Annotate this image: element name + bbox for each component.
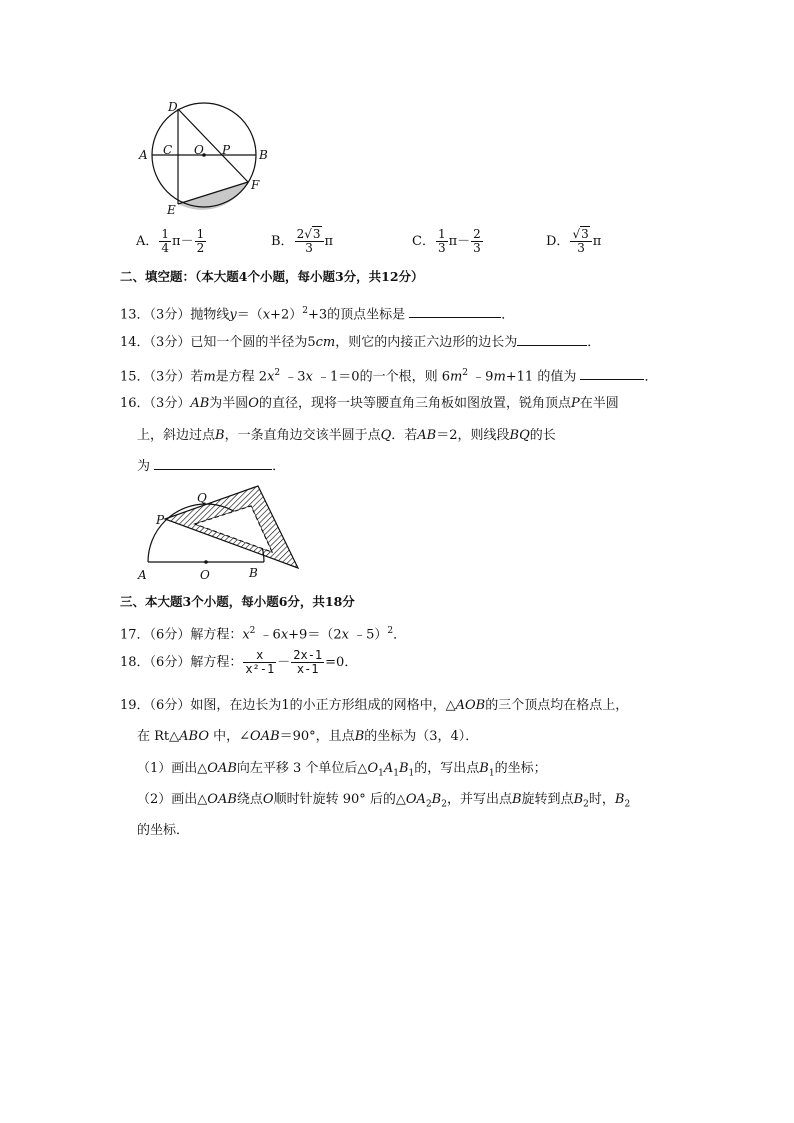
question-19-part-2-cont: 的坐标．: [137, 823, 190, 838]
label-b: B: [249, 566, 258, 580]
question-14: 14．（3分）已知一个圆的半径为5cm，则它的内接正六边形的边长为 ．: [120, 335, 601, 350]
answer-blank[interactable]: [517, 333, 587, 346]
question-19-line-1: 19．（6分）如图，在边长为1的小正方形组成的网格中，△AOB的三个顶点均在格点上，: [120, 698, 629, 713]
question-17: 17．（6分）解方程：$x^2$ ﹣6x+9＝（2x ﹣5）$^2$．: [120, 626, 407, 643]
answer-blank[interactable]: [580, 367, 644, 380]
answer-blank[interactable]: [409, 305, 501, 318]
semicircle-triangle-figure: [134, 484, 309, 584]
section-heading-solve: 三、本大题3个小题，每小题6分，共18分: [120, 594, 355, 609]
label-o: O: [200, 568, 210, 582]
circle-figure: [130, 96, 280, 221]
label-p: P: [222, 143, 231, 157]
label-d: D: [168, 100, 178, 114]
question-16-line-1: 16．（3分）AB为半圆O的直径，现将一块等腰直角三角板如图放置，锐角顶点P在半圆: [120, 396, 619, 411]
label-f: F: [251, 178, 260, 192]
chord-df: [178, 109, 248, 182]
label-a: A: [138, 568, 147, 582]
label-q: Q: [197, 491, 207, 505]
answer-blank[interactable]: [154, 457, 272, 470]
label-b: B: [259, 148, 268, 162]
label-p: P: [156, 513, 165, 527]
question-19-part-2: （2）画出△OAB绕点O顺时针旋转 90° 后的$\triangle OA_2B_2$，并写出点B旋转到点$B_2$时，$B_2$: [137, 792, 631, 810]
question-16-line-2: 上，斜边过点B，一条直角边交该半圆于点Q．若AB＝2，则线段BQ的长: [137, 428, 556, 443]
choice-c: C． $\frac{1}{3}$ π－ $\frac{2}{3}$: [412, 227, 481, 255]
center-dot: [204, 560, 208, 564]
question-19-line-2: 在 Rt△ABO 中，∠OAB＝90°，且点B的坐标为（3，4）．: [137, 729, 479, 744]
question-16-line-3: 为 ．: [137, 459, 286, 474]
choice-d: D． $\frac{√3}{3}$ π: [546, 227, 602, 255]
choice-a: A． $\frac{1}{4}$ π－ $\frac{1}{2}$: [136, 227, 205, 255]
question-18: 18．（6分）解方程： $\frac{x}{\text{x²-1}}$ － $\frac{2x-1}{x-1}$ =0．: [120, 648, 358, 676]
label-o: O: [194, 143, 204, 157]
question-15: 15．（3分）若m是方程 $2x^2$ ﹣3x ﹣1＝0的一个根，则 $6m^2$ ﹣9m+11 的值为 ．: [120, 368, 658, 385]
choice-b: B． $\frac{2√3}{3}$ π: [271, 227, 334, 255]
label-e: E: [167, 203, 176, 217]
label-a: A: [139, 148, 148, 162]
question-19-part-1: （1）画出△OAB向左平移 3 个单位后$\triangle O_1A_1B_1$的，写出点$B_1$的坐标；: [137, 761, 547, 779]
question-13: 13．（3分）抛物线$y=(x+2)^2+3$的顶点坐标是 ．: [120, 306, 515, 323]
section-heading-fill-in: 二、填空题：（本大题4个小题，每小题3分，共12分）: [120, 269, 424, 284]
label-c: C: [163, 143, 173, 157]
